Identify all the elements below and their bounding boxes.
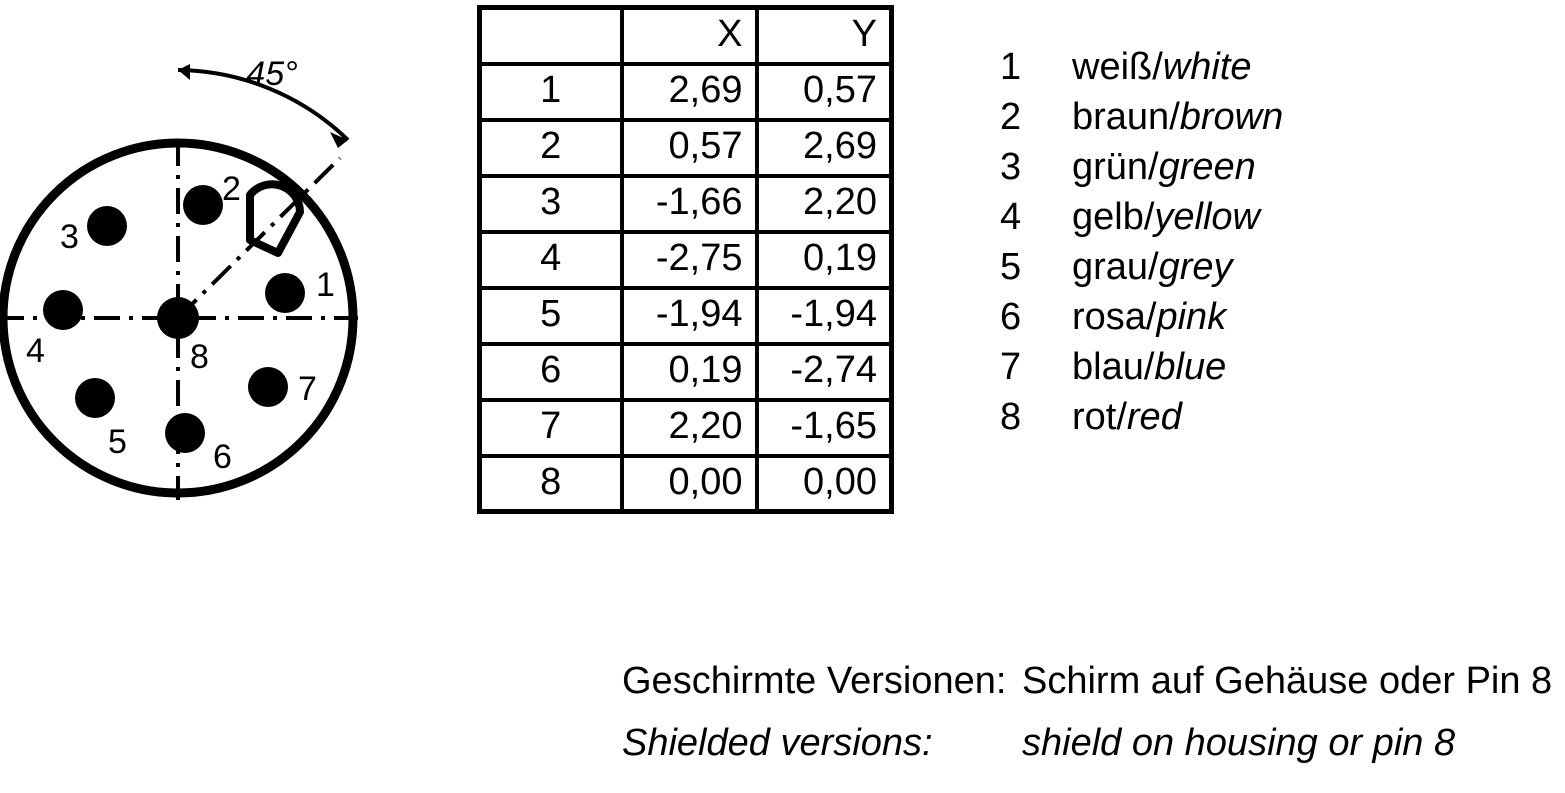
legend-color-en: grey <box>1158 246 1233 288</box>
row-pin-number: 7 <box>480 400 622 456</box>
legend-color-label <box>1072 96 1283 139</box>
table-row <box>480 176 892 232</box>
legend-pin-number: 4 <box>1000 196 1022 238</box>
cell-x: -2,75 <box>622 232 757 288</box>
column-header-x: X <box>622 8 757 64</box>
legend-pin-number: 3 <box>1000 146 1022 188</box>
pin-5-label: 5 <box>108 423 127 461</box>
legend-color-en: red <box>1126 396 1182 438</box>
wire-color-legend <box>1000 46 1500 446</box>
pin-6-dot <box>165 413 205 453</box>
list-item <box>1000 296 1500 346</box>
row-pin-number: 3 <box>480 176 622 232</box>
row-pin-number: 5 <box>480 288 622 344</box>
cell-x: 0,00 <box>622 456 757 512</box>
cell-y: 0,57 <box>757 64 892 120</box>
note-row-de <box>622 660 1562 722</box>
list-item <box>1000 96 1500 146</box>
table-header-row <box>480 8 892 64</box>
row-pin-number: 8 <box>480 456 622 512</box>
note-value-de: Schirm auf Gehäuse oder Pin 8 <box>1022 660 1553 702</box>
note-value-en: shield on housing or pin 8 <box>1022 722 1456 764</box>
legend-color-en: yellow <box>1154 196 1261 238</box>
cell-x: 2,20 <box>622 400 757 456</box>
table-row <box>480 120 892 176</box>
cell-y: 0,00 <box>757 456 892 512</box>
legend-color-en: white <box>1162 46 1252 88</box>
column-header-y: Y <box>757 8 892 64</box>
legend-color-de: rot/ <box>1072 396 1127 438</box>
angle-arrow-end <box>330 132 348 148</box>
pin-6-label: 6 <box>213 438 232 476</box>
row-pin-number: 4 <box>480 232 622 288</box>
legend-pin-number: 6 <box>1000 296 1022 338</box>
legend-color-de: braun/ <box>1072 96 1180 138</box>
legend-color-label <box>1072 146 1256 189</box>
pin-1-label: 1 <box>316 266 335 304</box>
legend-color-en: pink <box>1156 296 1227 338</box>
legend-pin-number: 1 <box>1000 46 1022 88</box>
legend-color-en: green <box>1158 146 1256 188</box>
legend-color-de: gelb/ <box>1072 196 1155 238</box>
legend-pin-number: 5 <box>1000 246 1022 288</box>
cell-x: -1,94 <box>622 288 757 344</box>
pin-2-dot <box>183 185 223 225</box>
pin-3-label: 3 <box>60 218 79 256</box>
pin-7-label: 7 <box>298 370 317 408</box>
pin-1-dot <box>265 273 305 313</box>
connector-keyway <box>250 184 300 253</box>
legend-color-de: grün/ <box>1072 146 1159 188</box>
note-label-en: Shielded versions: <box>622 722 933 764</box>
table-row <box>480 288 892 344</box>
cell-y: 2,20 <box>757 176 892 232</box>
legend-color-en: blue <box>1154 346 1227 388</box>
table-row <box>480 400 892 456</box>
cell-y: -1,65 <box>757 400 892 456</box>
pin-4-dot <box>43 290 83 330</box>
legend-color-label <box>1072 396 1182 439</box>
cell-y: -1,94 <box>757 288 892 344</box>
row-pin-number: 2 <box>480 120 622 176</box>
list-item <box>1000 46 1500 96</box>
legend-color-de: rosa/ <box>1072 296 1157 338</box>
connector-pin-diagram <box>0 0 470 620</box>
cell-x: 0,57 <box>622 120 757 176</box>
cell-y: -2,74 <box>757 344 892 400</box>
pin-7-dot <box>248 367 288 407</box>
list-item <box>1000 396 1500 446</box>
note-row-en <box>622 722 1562 784</box>
list-item <box>1000 346 1500 396</box>
legend-color-label <box>1072 296 1226 339</box>
table-row <box>480 456 892 512</box>
row-pin-number: 1 <box>480 64 622 120</box>
legend-color-label <box>1072 346 1226 389</box>
pin-8-dot <box>157 297 199 339</box>
list-item <box>1000 196 1500 246</box>
legend-color-label <box>1072 46 1252 89</box>
table-row <box>480 344 892 400</box>
pin-5-dot <box>75 378 115 418</box>
legend-color-de: blau/ <box>1072 346 1155 388</box>
legend-pin-number: 7 <box>1000 346 1022 388</box>
legend-color-en: brown <box>1179 96 1284 138</box>
legend-color-de: grau/ <box>1072 246 1159 288</box>
pin-coordinate-table <box>477 5 894 514</box>
legend-pin-number: 2 <box>1000 96 1022 138</box>
pin-2-label: 2 <box>222 170 241 208</box>
legend-color-label <box>1072 246 1233 289</box>
pin-4-label: 4 <box>26 332 45 370</box>
cell-y: 2,69 <box>757 120 892 176</box>
cell-x: -1,66 <box>622 176 757 232</box>
note-label-de: Geschirmte Versionen: <box>622 660 1007 702</box>
legend-pin-number: 8 <box>1000 396 1022 438</box>
pin-3-dot <box>87 206 127 246</box>
angle-label: 45° <box>246 55 298 93</box>
cell-x: 2,69 <box>622 64 757 120</box>
legend-color-de: weiß/ <box>1072 46 1163 88</box>
table-row <box>480 232 892 288</box>
list-item <box>1000 146 1500 196</box>
table-row <box>480 64 892 120</box>
cell-y: 0,19 <box>757 232 892 288</box>
shielding-notes <box>622 660 1562 784</box>
table-corner-cell <box>480 8 622 64</box>
row-pin-number: 6 <box>480 344 622 400</box>
list-item <box>1000 246 1500 296</box>
cell-x: 0,19 <box>622 344 757 400</box>
pin-8-label: 8 <box>190 338 209 376</box>
legend-color-label <box>1072 196 1260 239</box>
